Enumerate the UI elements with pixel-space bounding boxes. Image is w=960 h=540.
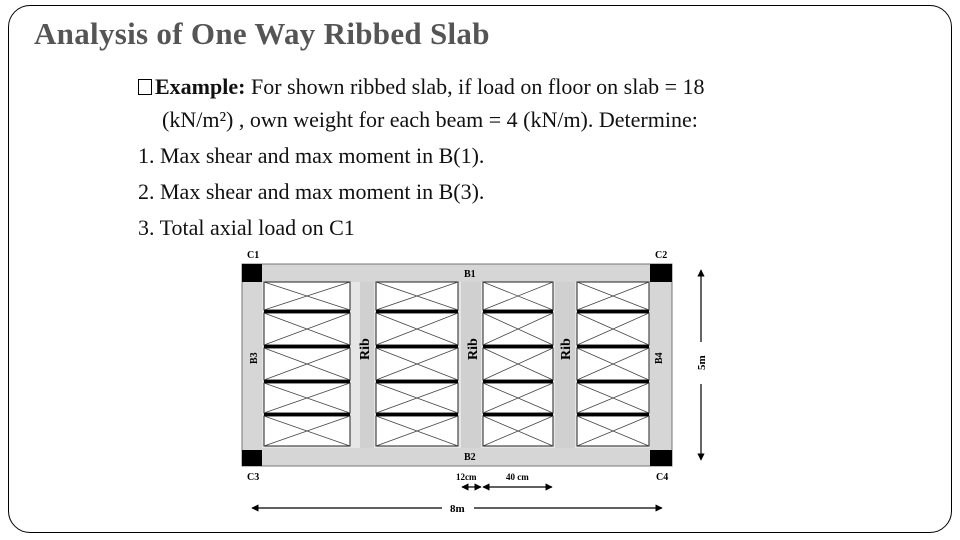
label-rib-2: Rib	[466, 338, 481, 360]
dim-spacing-label: 40 cm	[506, 472, 529, 482]
label-rib-3: Rib	[559, 338, 574, 360]
label-c4: C4	[656, 472, 669, 483]
label-b2: B2	[464, 452, 476, 463]
dim-height-label: 5m	[696, 355, 708, 370]
label-c1: C1	[247, 250, 260, 261]
task-item-3: 3. Total axial load on C1	[138, 215, 355, 240]
example-text: For shown ribbed slab, if load on floor on slab = 18	[250, 74, 705, 99]
task-item-1: 1. Max shear and max moment in B(1).	[138, 143, 485, 168]
slab-panels	[264, 282, 649, 446]
rib-strip-2	[461, 282, 481, 448]
dim-rib-label: 12cm	[456, 472, 477, 482]
task-item-2: 2. Max shear and max moment in B(3).	[138, 179, 485, 204]
example-label: Example:	[155, 74, 246, 99]
column-c4	[650, 450, 672, 466]
label-b4: B4	[654, 352, 665, 364]
slide-title: Analysis of One Way Ribbed Slab	[34, 16, 490, 51]
label-c2: C2	[655, 250, 668, 261]
column-c2	[650, 264, 672, 282]
label-b3: B3	[249, 352, 260, 364]
label-c3: C3	[247, 472, 260, 483]
dim-width-label: 8m	[450, 503, 465, 515]
label-b1: B1	[464, 269, 476, 280]
rib-strip-1	[360, 282, 374, 448]
column-c1	[242, 264, 262, 282]
column-c3	[242, 450, 262, 466]
example-text-continued: (kN/m²) , own weight for each beam = 4 (kN/m). Determine:	[162, 107, 698, 132]
rib-strip-3	[555, 282, 575, 448]
label-rib-1: Rib	[358, 338, 373, 360]
